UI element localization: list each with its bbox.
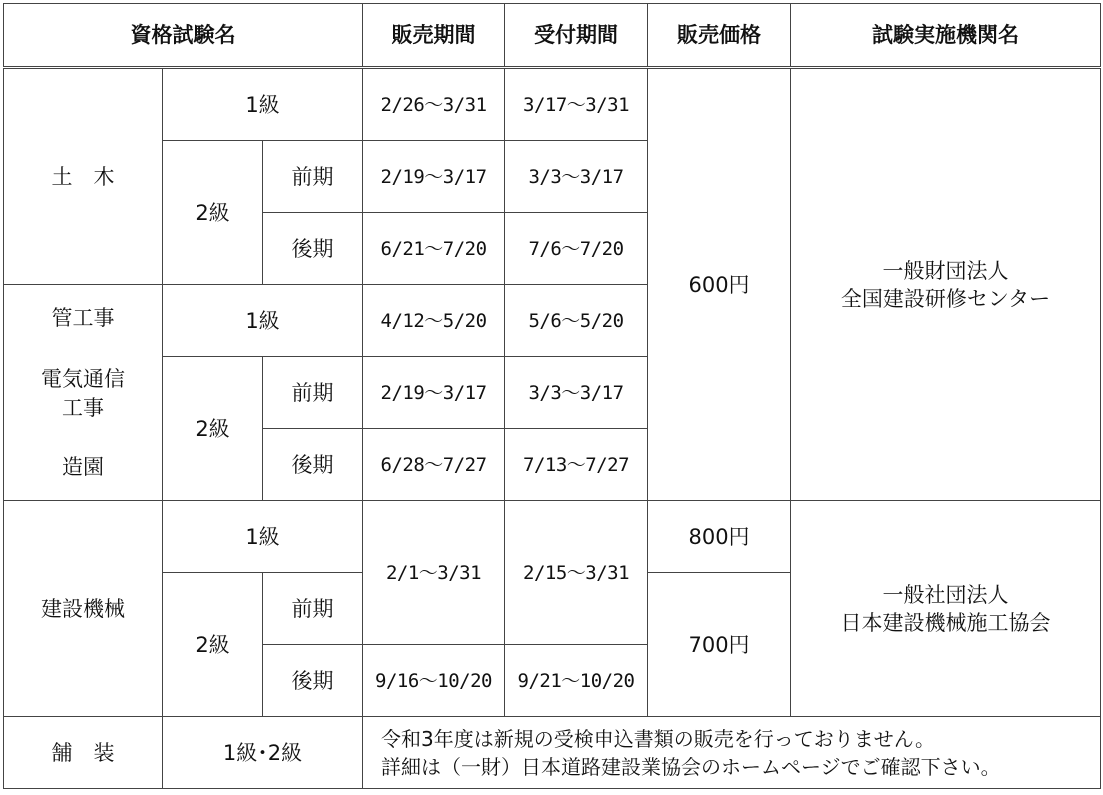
exam-name-line: 工事 <box>62 395 104 420</box>
exam-name-doboku: 土 木 <box>4 68 163 285</box>
term-label: 後期 <box>263 213 363 285</box>
notice-line: 詳細は（一財）日本道路建設業協会のホームページでご確認下さい。 <box>381 754 1001 779</box>
notice-cell <box>363 717 1101 789</box>
header-exam-name: 資格試験名 <box>4 4 363 68</box>
sales-period-cell: 6/21～7/20 <box>363 213 505 285</box>
sales-period-cell: 2/19～3/17 <box>363 141 505 213</box>
sales-period-cell: 2/26～3/31 <box>363 68 505 141</box>
grade-label: 1級 <box>163 68 363 141</box>
header-organization: 試験実施機関名 <box>791 4 1101 68</box>
reception-period-cell: 5/6～5/20 <box>505 285 648 357</box>
reception-period-cell: 9/21～10/20 <box>505 645 648 717</box>
table-row <box>4 501 1101 573</box>
exam-name-line: 造園 <box>62 454 104 479</box>
header-row <box>4 4 1101 68</box>
reception-period-cell: 7/13～7/27 <box>505 429 648 501</box>
term-label: 後期 <box>263 429 363 501</box>
term-label: 前期 <box>263 573 363 645</box>
grade-label: 2級 <box>163 573 263 717</box>
exam-name-line: 管工事 <box>51 305 115 330</box>
sales-period-cell: 2/1～3/31 <box>363 501 505 645</box>
table-row <box>4 68 1101 141</box>
reception-period-cell: 3/3～3/17 <box>505 141 648 213</box>
term-label: 前期 <box>263 357 363 429</box>
reception-period-cell: 3/17～3/31 <box>505 68 648 141</box>
price-cell-700: 700円 <box>648 573 791 717</box>
exam-name-group <box>4 285 163 501</box>
grade-label: 1級･2級 <box>163 717 363 789</box>
sales-period-cell: 6/28～7/27 <box>363 429 505 501</box>
table-row <box>4 717 1101 789</box>
grade-label: 1級 <box>163 285 363 357</box>
term-label: 前期 <box>263 141 363 213</box>
price-cell-800: 800円 <box>648 501 791 573</box>
header-reception-period: 受付期間 <box>505 4 648 68</box>
reception-period-cell: 7/6～7/20 <box>505 213 648 285</box>
notice-line: 令和3年度は新規の受検申込書類の販売を行っておりません。 <box>381 726 935 751</box>
sales-period-cell: 4/12～5/20 <box>363 285 505 357</box>
grade-label: 1級 <box>163 501 363 573</box>
exam-name-line: 電気通信 <box>41 366 125 391</box>
organization-line: 日本建設機械施工協会 <box>840 610 1051 635</box>
sales-period-cell: 9/16～10/20 <box>363 645 505 717</box>
organization-line: 一般社団法人 <box>882 582 1009 607</box>
header-sales-period: 販売期間 <box>363 4 505 68</box>
exam-name-kikai: 建設機械 <box>4 501 163 717</box>
reception-period-cell: 2/15～3/31 <box>505 501 648 645</box>
sales-period-cell: 2/19～3/17 <box>363 357 505 429</box>
term-label: 後期 <box>263 645 363 717</box>
organization-line: 全国建設研修センター <box>840 286 1051 311</box>
organization-line: 一般財団法人 <box>882 258 1009 283</box>
price-cell-600: 600円 <box>648 68 791 501</box>
exam-name-hoso: 舗 装 <box>4 717 163 789</box>
reception-period-cell: 3/3～3/17 <box>505 357 648 429</box>
organization-cell-center <box>791 68 1101 501</box>
grade-label: 2級 <box>163 141 263 285</box>
exam-schedule-table <box>3 3 1101 789</box>
grade-label: 2級 <box>163 357 263 501</box>
organization-cell-kikai <box>791 501 1101 717</box>
header-price: 販売価格 <box>648 4 791 68</box>
